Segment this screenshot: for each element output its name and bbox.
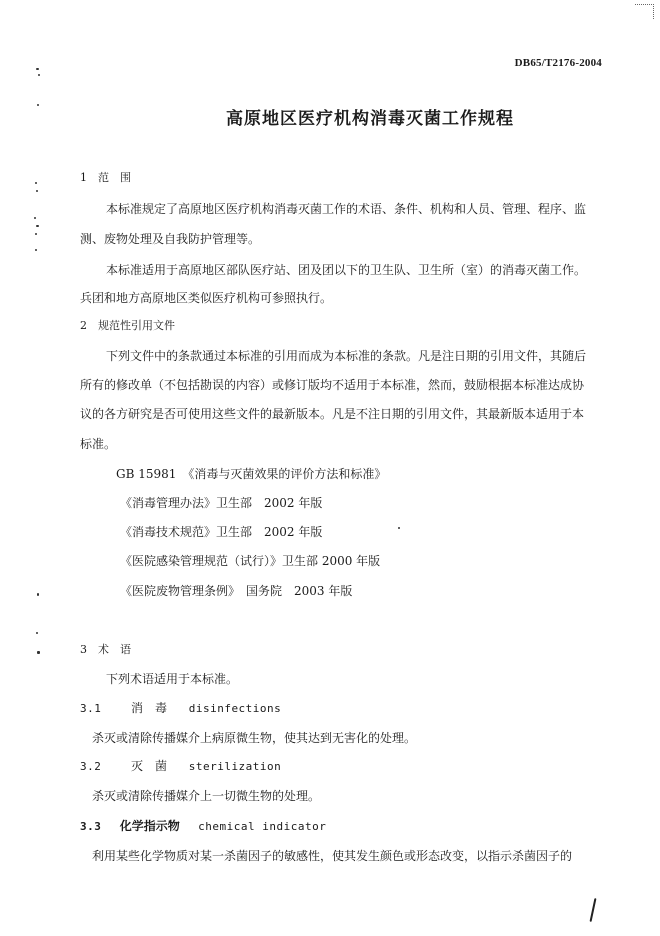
section-2-heading: 2 规范性引用文件: [80, 319, 175, 332]
term-cn: 消 毒: [131, 701, 168, 715]
scan-corner-mark: [635, 4, 654, 19]
term-number: 3.1: [80, 702, 102, 715]
section-2-para-line-2: 所有的修改单（不包括勘误的内容）或修订版均不适用于本标准，然而，鼓励根据本标准达成协: [80, 378, 585, 392]
scan-speck: [35, 249, 37, 251]
section-1-para-1-line-1: 本标准规定了高原地区医疗机构消毒灭菌工作的术语、条件、机构和人员、管理、程序、监: [106, 202, 587, 216]
term-cn: 化学指示物: [119, 819, 180, 833]
term-number: 3.3: [80, 820, 102, 833]
term-cn: 灭 菌: [131, 759, 168, 773]
scan-speck: [36, 190, 38, 192]
scan-speck: [35, 233, 37, 235]
term-definition: 杀灭或清除传播媒介上一切微生物的处理。: [92, 789, 321, 803]
term-number: 3.2: [80, 760, 102, 773]
section-1-heading: 1 范 围: [80, 171, 131, 184]
term-definition: 利用某些化学物质对某一杀菌因子的敏感性，使其发生颜色或形态改变，以指示杀菌因子的: [92, 849, 573, 863]
reference-item: 《消毒技术规范》卫生部 2002 年版: [120, 525, 323, 539]
term-heading: [80, 700, 281, 717]
reference-item: GB 15981 《消毒与灭菌效果的评价方法和标准》: [116, 467, 387, 481]
document-title: 高原地区医疗机构消毒灭菌工作规程: [226, 109, 514, 129]
section-1-para-2-line-1: 本标准适用于高原地区部队医疗站、团及团以下的卫生队、卫生所（室）的消毒灭菌工作。: [106, 263, 587, 277]
scan-speck: [36, 68, 39, 70]
scan-speck: [34, 217, 36, 219]
standard-code: DB65/T2176-2004: [514, 57, 602, 69]
term-en: sterilization: [188, 760, 282, 773]
term-en: disinfections: [188, 702, 282, 715]
section-1-para-2-line-2: 兵团和地方高原地区类似医疗机构可参照执行。: [80, 291, 333, 305]
section-2-para-line-3: 议的各方研究是否可使用这些文件的最新版本。凡是不注日期的引用文件，其最新版本适用于本: [80, 407, 585, 421]
reference-item: 《医院废物管理条例》 国务院 2003 年版: [120, 584, 353, 598]
scan-speck: [36, 225, 39, 227]
section-3-intro: 下列术语适用于本标准。: [106, 672, 239, 686]
term-heading: [80, 758, 281, 775]
page-edge-stroke: [590, 898, 597, 922]
term-definition: 杀灭或清除传播媒介上病原微生物，使其达到无害化的处理。: [92, 731, 417, 745]
scan-speck: [37, 593, 39, 596]
scan-speck: [35, 182, 37, 184]
section-3-heading: 3 术 语: [80, 643, 131, 656]
scan-speck: [398, 527, 400, 529]
reference-item: 《消毒管理办法》卫生部 2002 年版: [120, 496, 323, 510]
section-2-para-line-4: 标准。: [80, 437, 117, 451]
reference-item: 《医院感染管理规范（试行）》卫生部 2000 年版: [120, 554, 381, 568]
scan-speck: [38, 74, 40, 76]
section-1-para-1-line-2: 测、废物处理及自我防护管理等。: [80, 232, 261, 246]
scan-speck: [37, 651, 40, 654]
scan-speck: [36, 632, 38, 634]
term-heading: [80, 818, 326, 835]
term-en: chemical indicator: [198, 820, 327, 833]
section-2-para-line-1: 下列文件中的条款通过本标准的引用而成为本标准的条款。凡是注日期的引用文件，其随后: [106, 349, 587, 363]
